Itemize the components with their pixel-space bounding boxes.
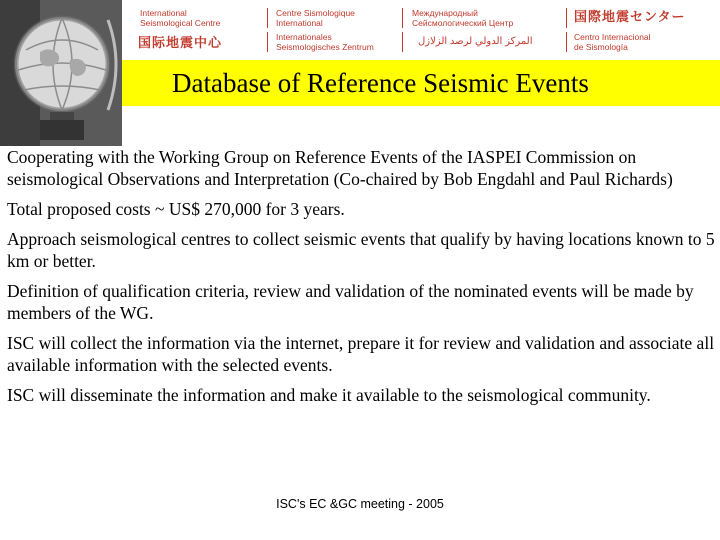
logo-isc-spanish: Centro Internacional de Sismología bbox=[574, 32, 651, 52]
paragraph: Definition of qualification criteria, review and validation of the nominated events will be made by members of the WG. bbox=[7, 281, 694, 323]
logo-isc-arabic: المركز الدولي لرصد الزلازل bbox=[418, 36, 533, 47]
logo-strip bbox=[122, 0, 720, 58]
slide-body bbox=[7, 146, 715, 414]
paragraph: Approach seismological centres to collect seismic events that qualify by having locations known to 5 km or better. bbox=[7, 229, 715, 271]
paragraph: ISC will collect the information via the internet, prepare it for review and validation and associate all available information with the selected events. bbox=[7, 333, 715, 375]
paragraph: Cooperating with the Working Group on Reference Events of the IASPEI Commission on seismological Observations and Interpretation (Co-chaired by Bob Engdahl and Paul Richards) bbox=[7, 147, 673, 189]
page-title: Database of Reference Seismic Events bbox=[172, 68, 589, 98]
paragraph: ISC will disseminate the information and make it available to the seismological community. bbox=[7, 385, 651, 405]
logo-isc-russian: Международный Сейсмологический Центр bbox=[412, 8, 514, 28]
logo-isc-chinese: 国际地震中心 bbox=[138, 35, 223, 50]
logo-isc-french: Centre Sismologique International bbox=[276, 8, 355, 28]
footer-text: ISC's EC &GC meeting - 2005 bbox=[276, 497, 444, 511]
logo-isc-german: Internationales Seismologisches Zentrum bbox=[276, 32, 374, 52]
globe-image bbox=[0, 0, 122, 146]
logo-isc-japanese: 国際地震センター bbox=[574, 9, 686, 24]
logo-isc-english: International Seismological Centre bbox=[140, 8, 221, 28]
paragraph: Total proposed costs ~ US$ 270,000 for 3 years. bbox=[7, 199, 345, 219]
